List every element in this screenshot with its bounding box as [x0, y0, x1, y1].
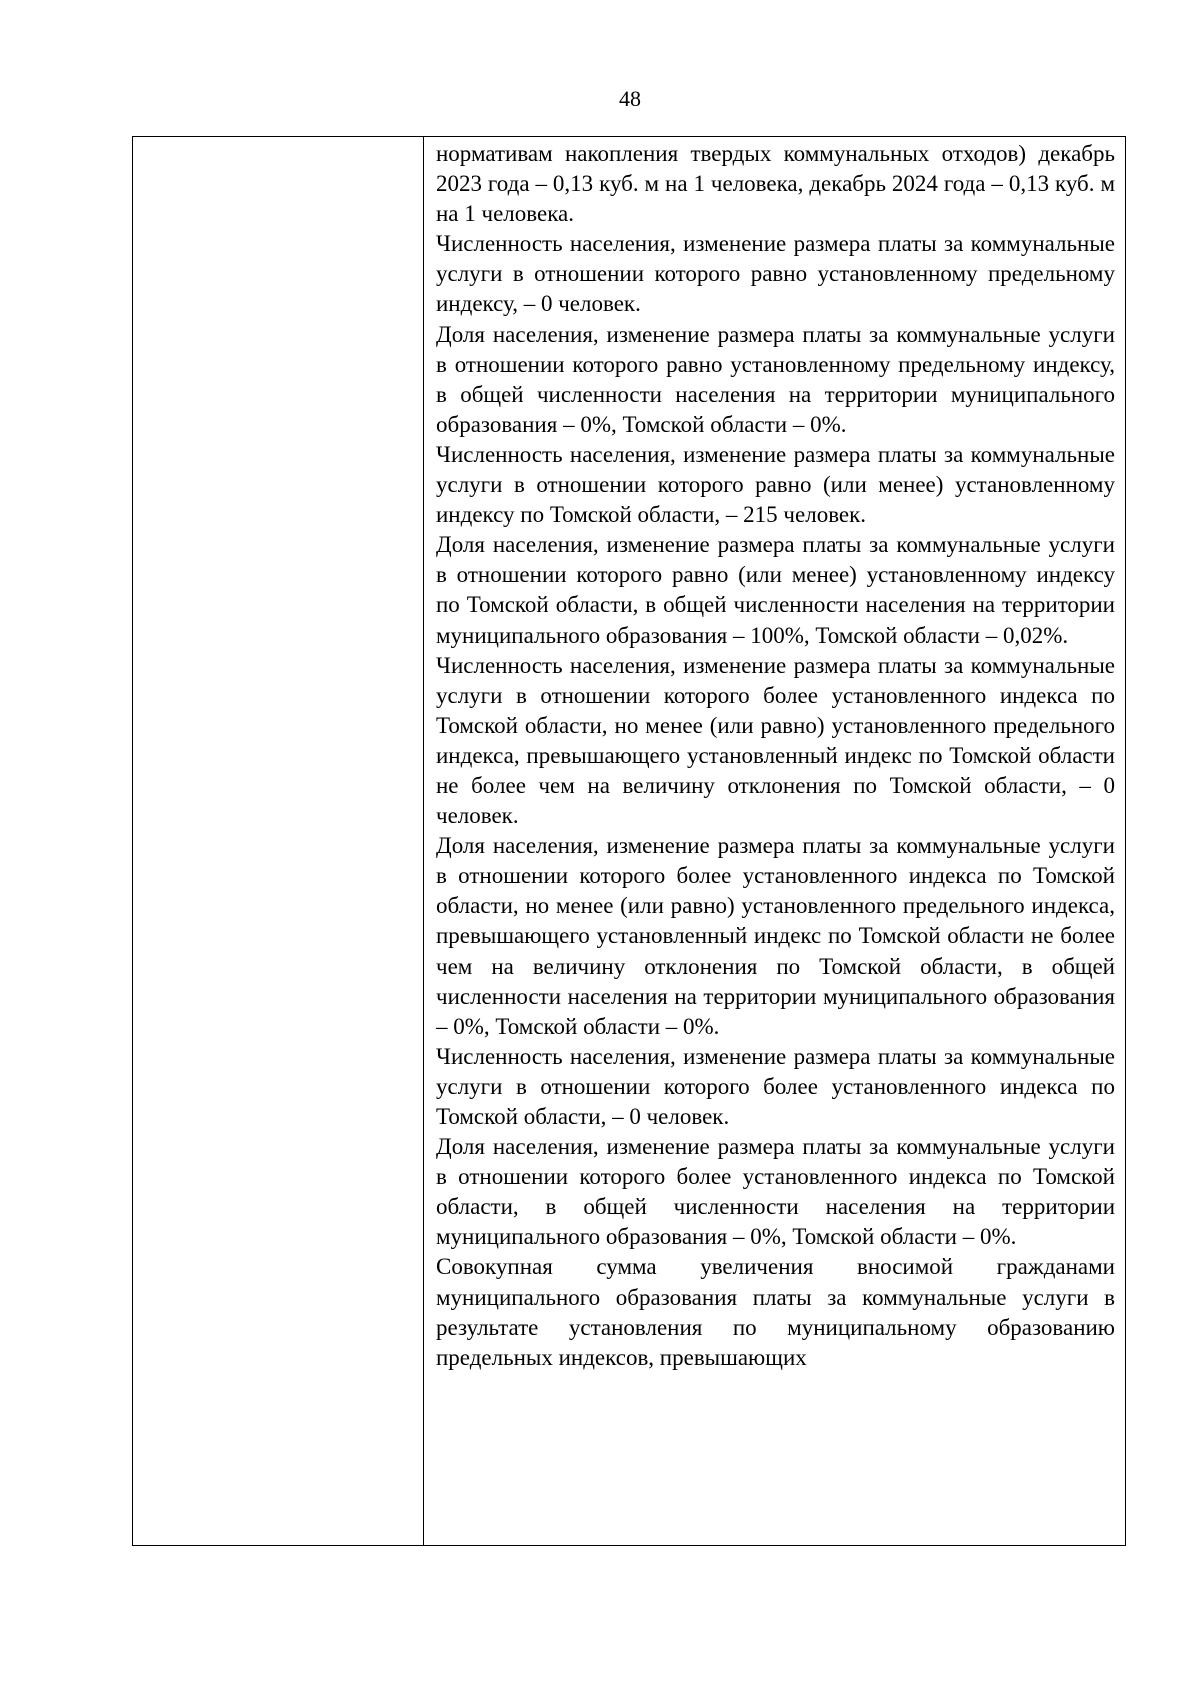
paragraph-population-below-index-count: Численность населения, изменение размера платы за коммунальные услуги в отношении которого равно (или менее) установленному индексу по Томской области, – 215 человек.: [436, 441, 1115, 528]
paragraph-population-above-index-share: Доля населения, изменение размера платы за коммунальные услуги в отношении которого более установленного индекса по Томской области, в общей численности населения на территории муниципального образования – 0%, Томской области – 0%.: [436, 1134, 1115, 1250]
paragraph-population-above-index-count: Численность населения, изменение размера платы за коммунальные услуги в отношении которого более установленного индекса по Томской области, – 0 человек.: [436, 1043, 1115, 1129]
page-number: 48: [619, 86, 641, 111]
paragraph-population-equal-limit-count: Численность населения, изменение размера платы за коммунальные услуги в отношении которого равно установленному предельному индексу, – 0 человек.: [436, 231, 1115, 317]
paragraph-waste-norms: нормативам накопления твердых коммунальных отходов) декабрь 2023 года – 0,13 куб. м на 1 человека, декабрь 2024 года – 0,13 куб. м на 1 человека.: [436, 141, 1115, 227]
paragraph-population-equal-limit-share: Доля населения, изменение размера платы за коммунальные услуги в отношении которого равно установленному предельному индексу, в общей численности населения на территории муниципального образования – 0%, Томской области – 0%.: [436, 321, 1115, 437]
paragraph-total-increase-sum: Совокупная сумма увеличения вносимой гражданами муниципального образования платы за коммунальные услуги в результате установления по муниципальному образованию предельных индексов, превышающих: [436, 1254, 1115, 1370]
paragraph-population-below-index-share: Доля населения, изменение размера платы за коммунальные услуги в отношении которого равно (или менее) установленному индексу по Томской области, в общей численности населения на территории муниципального образования – 100%, Томской области – 0,02%.: [436, 532, 1115, 648]
content-table: [132, 136, 1126, 1546]
table-left-cell: [133, 137, 424, 1545]
paragraph-population-within-deviation-count: Численность населения, изменение размера платы за коммунальные услуги в отношении которого более установленного индекса по Томской области, но менее (или равно) установленного предельного индекса, превышающего установленный индекс по Томской области не более чем на величину отклонения по Томской области, – 0 человек.: [436, 652, 1115, 829]
table-right-cell: [424, 137, 1125, 1545]
paragraph-population-within-deviation-share: Доля населения, изменение размера платы за коммунальные услуги в отношении которого более установленного индекса по Томской области, но менее (или равно) установленного предельного индекса, превышающего установленный индекс по Томской области не более чем на величину отклонения по Томской области, в общей численности населения на территории муниципального образования – 0%, Томской области – 0%.: [436, 833, 1115, 1039]
